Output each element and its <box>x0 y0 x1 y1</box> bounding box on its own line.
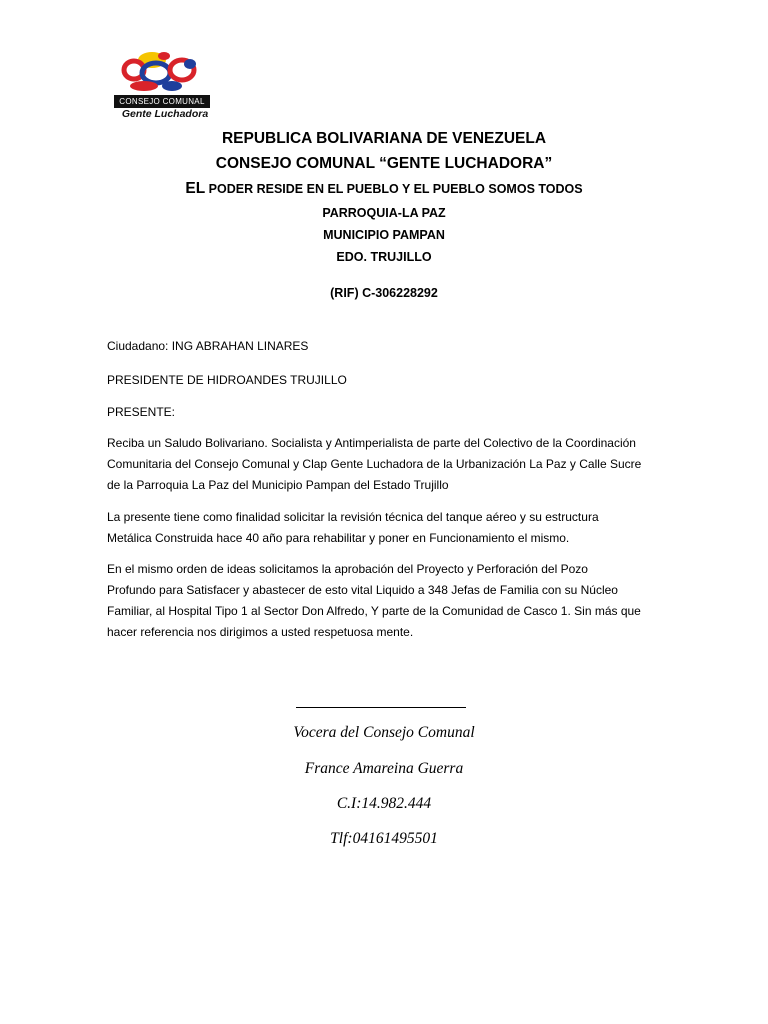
header-council-name: CONSEJO COMUNAL “GENTE LUCHADORA” <box>215 155 553 172</box>
header-municipality: MUNICIPIO PAMPAN <box>323 228 445 242</box>
paragraph-request-line: La presente tiene como finalidad solicitar la revisión técnica del tanque aéreo y su estructura <box>107 510 599 524</box>
letter-presente: PRESENTE: <box>107 405 176 419</box>
logo-emblem-icon <box>104 48 222 98</box>
paragraph-project <box>107 559 667 643</box>
signature-role: Vocera del Consejo Comunal <box>293 724 475 741</box>
header-motto-rest: PODER RESIDE EN EL PUEBLO Y EL PUEBLO SOMOS TODOS <box>205 182 583 196</box>
paragraph-greeting-line: Comunitaria del Consejo Comunal y Clap Gente Luchadora de la Urbanización La Paz y Calle Sucre <box>107 457 642 471</box>
logo-banner-text: CONSEJO COMUNAL <box>114 95 210 108</box>
paragraph-greeting-line: Reciba un Saludo Bolivariano. Socialista y Antimperialista de parte del Colectivo de la Coordinación <box>107 436 636 450</box>
paragraph-project-line: hacer referencia nos dirigimos a usted respetuosa mente. <box>107 625 414 639</box>
paragraph-project-line: Familiar, al Hospital Tipo 1 al Sector Don Alfredo, Y parte de la Comunidad de Casco 1. Sin más que <box>107 604 641 618</box>
header-rif: (RIF) C-306228292 <box>330 286 438 300</box>
letter-recipient-position: PRESIDENTE DE HIDROANDES TRUJILLO <box>107 373 347 387</box>
header-parish: PARROQUIA-LA PAZ <box>322 206 446 220</box>
paragraph-project-line: En el mismo orden de ideas solicitamos la aprobación del Proyecto y Perforación del Pozo <box>107 562 588 576</box>
logo-subtitle: Gente Luchadora <box>121 108 209 120</box>
consejo-comunal-logo <box>104 48 222 120</box>
header-motto <box>0 180 768 198</box>
paragraph-greeting <box>107 433 667 496</box>
paragraph-greeting-line: de la Parroquia La Paz del Municipio Pampan del Estado Trujillo <box>107 478 449 492</box>
paragraph-request-line: Metálica Construida hace 40 año para rehabilitar y poner en Funcionamiento el mismo. <box>107 531 570 545</box>
paragraph-request <box>107 507 667 549</box>
signature-phone: Tlf:04161495501 <box>330 830 438 847</box>
header-motto-lead: EL <box>185 180 206 197</box>
signature-line <box>296 707 466 708</box>
header-republic: REPUBLICA BOLIVARIANA DE VENEZUELA <box>221 130 547 147</box>
header-state: EDO. TRUJILLO <box>336 250 432 264</box>
paragraph-project-line: Profundo para Satisfacer y abastecer de esto vital Liquido a 348 Jefas de Familia con su Núcleo <box>107 583 618 597</box>
signature-name: France Amareina Guerra <box>304 760 464 777</box>
signature-ci: C.I:14.982.444 <box>336 795 432 812</box>
letter-recipient: Ciudadano: ING ABRAHAN LINARES <box>107 339 309 353</box>
